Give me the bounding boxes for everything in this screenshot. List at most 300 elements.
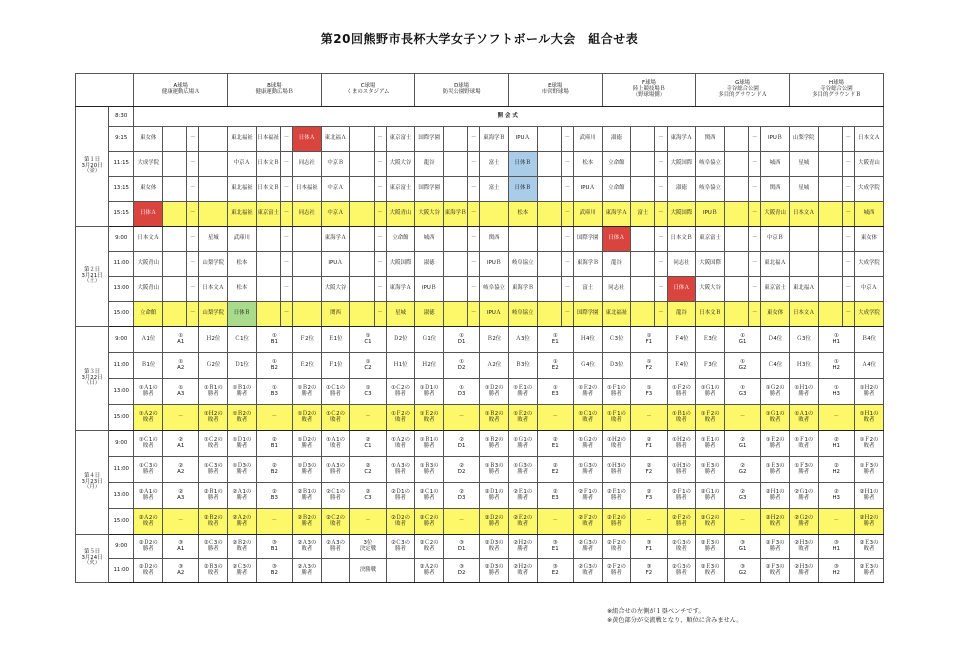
team-cell: 大阪青山 [386, 202, 415, 227]
team-cell: 松本 [228, 252, 257, 277]
team-cell: 日体Ａ [134, 202, 163, 227]
game-code: － [631, 509, 667, 535]
bracket-team-cell: ①Ｈ2の 敗者 [602, 431, 631, 457]
team-cell: IPUＡ [321, 252, 350, 277]
team-cell: 立命館 [386, 227, 415, 252]
bracket-team-cell: Ａ4位 [854, 353, 883, 379]
game-code: ② A1 [163, 431, 199, 457]
team-cell: － [561, 152, 573, 177]
bracket-team-cell: ②Ｆ1の 勝者 [667, 483, 696, 509]
team-cell: 東女体 [761, 302, 790, 327]
bracket-team-cell: ②Ｇ2の 敗者 [696, 509, 725, 535]
team-cell [537, 177, 561, 202]
bracket-team-cell: ①Ｅ2の 敗者 [415, 405, 444, 431]
team-cell: 国際学園 [415, 177, 444, 202]
game-code: ① D1 [443, 327, 479, 353]
bracket-team-cell: Ｇ2位 [199, 353, 228, 379]
bracket-team-cell: ②Ｈ3の 勝者 [789, 559, 818, 583]
team-cell: － [187, 127, 199, 152]
bracket-team-cell: ①Ｂ1の 勝者 [415, 431, 444, 457]
team-cell [537, 252, 561, 277]
team-cell [443, 277, 467, 302]
team-cell: IPUＡ [508, 127, 537, 152]
team-cell: 中京Ｂ [761, 227, 790, 252]
team-cell: 東北福Ａ [761, 252, 790, 277]
bracket-team-cell: ①Ｇ1の 敗者 [761, 405, 790, 431]
team-cell: 国際学園 [573, 302, 602, 327]
team-cell: 大成学院 [854, 252, 883, 277]
team-cell: 岐阜協立 [508, 302, 537, 327]
game-code: ② E3 [537, 483, 573, 509]
team-cell [163, 152, 187, 177]
team-cell [631, 252, 655, 277]
time-label: 15:15 [109, 202, 134, 227]
venue-header [508, 74, 602, 107]
team-cell: 松本 [508, 202, 537, 227]
time-label: 13:00 [109, 483, 134, 509]
team-cell [293, 252, 322, 277]
game-code: － [443, 405, 479, 431]
team-cell [350, 277, 374, 302]
bracket-team-cell: ②Ｅ3の 敗者 [854, 535, 883, 559]
team-cell: 中京Ａ [321, 202, 350, 227]
bracket-team-cell: ①Ｂ1の 勝者 [228, 379, 257, 405]
team-cell: 日体Ｂ [228, 302, 257, 327]
team-cell [293, 227, 322, 252]
team-cell: 中京Ａ [854, 277, 883, 302]
team-cell: 松本 [228, 277, 257, 302]
team-cell: － [280, 227, 292, 252]
team-cell: 淑徳 [415, 302, 444, 327]
game-code: － [537, 405, 573, 431]
game-code: ① H1 [818, 327, 854, 353]
team-cell [537, 202, 561, 227]
team-cell: － [187, 227, 199, 252]
team-cell: 大阪大谷 [321, 277, 350, 302]
venue-code: F球場 [641, 80, 656, 87]
team-cell [818, 227, 842, 252]
venue-code: G球場 [735, 80, 751, 87]
venue-header [134, 74, 228, 107]
team-cell: 同志社 [667, 252, 696, 277]
team-cell: 東海学Ａ [321, 227, 350, 252]
bracket-team-cell: ②Ｆ2の 敗者 [573, 509, 602, 535]
bracket-team-cell: ②Ａ1の 勝者 [228, 483, 257, 509]
bracket-team-cell: ②Ｄ1の 勝者 [386, 483, 415, 509]
time-label: 11:00 [109, 559, 134, 583]
team-cell [631, 227, 655, 252]
game-code: － [631, 405, 667, 431]
team-cell: － [561, 252, 573, 277]
header-corner [76, 74, 134, 107]
schedule-table [75, 73, 884, 583]
game-code: ① C3 [350, 379, 386, 405]
bracket-team-cell: ①Ｄ3の 勝者 [228, 457, 257, 483]
team-cell: 武庫川 [573, 202, 602, 227]
bracket-team-cell: ①Ｆ1の 敗者 [789, 431, 818, 457]
bracket-team-cell: ②Ｇ3の 勝者 [667, 559, 696, 583]
bracket-team-cell: ②Ｅ1の 勝者 [508, 483, 537, 509]
game-code: － [818, 405, 854, 431]
team-cell [818, 177, 842, 202]
game-code: ② D1 [443, 431, 479, 457]
venue-code: A球場 [173, 83, 188, 90]
team-cell [818, 127, 842, 152]
bracket-team-cell: ①Ｈ1の 敗者 [854, 405, 883, 431]
bracket-team-cell: ②Ｃ1の 勝者 [321, 483, 350, 509]
bracket-team-cell: ①Ｃ1の 勝者 [321, 379, 350, 405]
team-cell: 岐阜協立 [480, 277, 509, 302]
team-cell: 淑徳 [415, 252, 444, 277]
bracket-team-cell: ②Ｅ3の 勝者 [854, 559, 883, 583]
team-cell [199, 177, 228, 202]
team-cell: － [374, 202, 386, 227]
team-cell [256, 277, 280, 302]
team-cell: － [655, 177, 667, 202]
game-code: ① F1 [631, 327, 667, 353]
bracket-team-cell: Ｇ1位 [415, 327, 444, 353]
day-label-line: 第３日 [83, 368, 101, 375]
game-code: ② A2 [163, 457, 199, 483]
bracket-team-cell: Ｇ4位 [573, 353, 602, 379]
team-cell: 大阪大谷 [415, 202, 444, 227]
team-cell [537, 152, 561, 177]
team-cell: 大阪国際 [667, 152, 696, 177]
team-cell: 国際学園 [573, 227, 602, 252]
day-label [76, 535, 109, 583]
bracket-team-cell: Ｃ3位 [602, 327, 631, 353]
game-code: ② F1 [631, 431, 667, 457]
bracket-team-cell: Ｂ2位 [480, 327, 509, 353]
time-label: 9:00 [109, 431, 134, 457]
bracket-team-cell: Ｃ4位 [761, 353, 790, 379]
team-cell: IPUＡ [480, 302, 509, 327]
team-cell: 大阪国際 [386, 252, 415, 277]
team-cell: 日本文Ａ [789, 202, 818, 227]
team-cell: 国際学園 [415, 127, 444, 152]
time-label: 13:00 [109, 379, 134, 405]
team-cell: － [749, 177, 761, 202]
team-cell: 日本文Ａ [199, 277, 228, 302]
bracket-team-cell: ②Ｆ2の 勝者 [667, 509, 696, 535]
team-cell [443, 177, 467, 202]
opening-ceremony: 開会式 [134, 107, 884, 127]
team-cell: 大阪大谷 [696, 277, 725, 302]
team-cell [789, 252, 818, 277]
team-cell [631, 127, 655, 152]
bracket-team-cell: Ｆ3位 [696, 353, 725, 379]
bracket-team-cell: ①Ｇ1の 勝者 [508, 431, 537, 457]
team-cell: － [561, 127, 573, 152]
team-cell: 日本文Ｂ [667, 227, 696, 252]
team-cell [350, 127, 374, 152]
team-cell [789, 227, 818, 252]
team-cell: － [749, 152, 761, 177]
bracket-team-cell: ②Ｇ1の 勝者 [789, 483, 818, 509]
bracket-team-cell: ①Ａ2の 敗者 [134, 405, 163, 431]
team-cell [537, 227, 561, 252]
bracket-team-cell: ①Ｇ1の 勝者 [696, 379, 725, 405]
team-cell: － [468, 127, 480, 152]
team-cell: － [187, 202, 199, 227]
bracket-team-cell: ②Ａ3の 敗者 [293, 535, 322, 559]
bracket-team-cell: ②Ｇ3の 勝者 [573, 535, 602, 559]
team-cell: － [749, 227, 761, 252]
game-code: ① H2 [818, 353, 854, 379]
team-cell: 日体Ａ [667, 277, 696, 302]
team-cell: 東海学Ｂ [573, 252, 602, 277]
team-cell: 山梨学院 [199, 252, 228, 277]
team-cell [163, 202, 187, 227]
team-cell [163, 277, 187, 302]
bracket-team-cell: Ｂ1位 [134, 353, 163, 379]
team-cell [537, 127, 561, 152]
bracket-team-cell: ②Ａ2の 勝者 [415, 559, 444, 583]
game-code: ② B2 [256, 457, 292, 483]
bracket-team-cell: ①Ｈ2の 勝者 [667, 431, 696, 457]
bracket-team-cell: ②Ａ3の 勝者 [293, 559, 322, 583]
team-cell: 岐阜協立 [696, 177, 725, 202]
team-cell: 日本文Ｂ [256, 177, 280, 202]
team-cell: 富士 [573, 277, 602, 302]
bracket-team-cell: Ｆ1位 [321, 353, 350, 379]
bracket-team-cell: ①Ｃ2の 敗者 [199, 431, 228, 457]
day-label-line: （月） [83, 484, 101, 491]
team-cell [443, 252, 467, 277]
team-cell: 日体Ｂ [508, 152, 537, 177]
team-cell: 東女体 [134, 127, 163, 152]
game-code: ② C2 [350, 457, 386, 483]
game-code: ① C2 [350, 353, 386, 379]
team-cell: 東京富士 [386, 177, 415, 202]
team-cell: － [374, 227, 386, 252]
bracket-team-cell: ①Ｃ2の 勝者 [386, 379, 415, 405]
bracket-team-cell: ②Ｆ2の 敗者 [602, 535, 631, 559]
venue-name-sub: 多目的グラウンドＡ [718, 91, 767, 98]
team-cell: 東北福祉 [602, 302, 631, 327]
time-label: 11:00 [109, 252, 134, 277]
team-cell: 関西 [761, 177, 790, 202]
bracket-team-cell: ①Ｄ1の 勝者 [228, 431, 257, 457]
team-cell: － [468, 277, 480, 302]
game-code: ② F3 [631, 483, 667, 509]
game-code: ③ G1 [724, 535, 760, 559]
bracket-team-cell: ②Ｂ3の 敗者 [199, 559, 228, 583]
game-code: ① B2 [256, 353, 292, 379]
team-cell [631, 277, 655, 302]
venue-code: H球場 [829, 80, 844, 87]
team-cell [256, 252, 280, 277]
team-cell [480, 202, 509, 227]
team-cell: 東京富士 [386, 127, 415, 152]
venue-name: 陸上競技場Ｂ [632, 86, 666, 93]
game-code: ③ F1 [631, 535, 667, 559]
team-cell: 富士 [631, 202, 655, 227]
team-cell: 日体Ａ [602, 227, 631, 252]
bracket-team-cell: Ｆ2位 [293, 327, 322, 353]
team-cell [724, 277, 748, 302]
team-cell: 大阪青山 [134, 277, 163, 302]
team-cell [163, 252, 187, 277]
team-cell [163, 302, 187, 327]
bracket-team-cell: ①Ｆ3の 勝者 [854, 457, 883, 483]
team-cell: － [655, 152, 667, 177]
day-label-line: （火） [83, 560, 101, 567]
game-code: ③ E1 [537, 535, 573, 559]
team-cell: 星城 [199, 227, 228, 252]
day-label-line: 3月22日 [81, 374, 103, 381]
bracket-team-cell: ②Ｅ3の 敗者 [696, 559, 725, 583]
team-cell: 中京Ａ [321, 177, 350, 202]
day-label-line: 第５日 [83, 548, 101, 555]
bracket-team-cell: ②Ｃ2の 敗者 [415, 535, 444, 559]
team-cell: － [842, 152, 854, 177]
bracket-team-cell: ②Ｂ1の 勝者 [199, 483, 228, 509]
team-cell: 東海学Ａ [667, 127, 696, 152]
day-label [76, 227, 109, 327]
bracket-team-cell: ①Ｄ2の 敗者 [293, 405, 322, 431]
team-cell [818, 302, 842, 327]
team-cell: 龍谷 [667, 302, 696, 327]
team-cell: 大成学院 [854, 177, 883, 202]
game-code: ② G2 [724, 457, 760, 483]
team-cell: － [374, 252, 386, 277]
team-cell: 同志社 [293, 202, 322, 227]
team-cell: IPUＡ [573, 177, 602, 202]
game-code: ① D2 [443, 353, 479, 379]
team-cell: － [842, 202, 854, 227]
team-cell: 東海学Ａ [602, 202, 631, 227]
team-cell: 東北福祉 [228, 202, 257, 227]
day-label-line: 3月20日 [81, 162, 103, 169]
team-cell: － [187, 277, 199, 302]
team-cell: 龍谷 [602, 252, 631, 277]
game-code: ② F2 [631, 457, 667, 483]
bracket-team-cell: ②Ｇ2の 勝者 [789, 509, 818, 535]
bracket-team-cell: ②Ｆ1の 勝者 [573, 483, 602, 509]
venue-header [789, 74, 883, 107]
game-code: ① G3 [724, 379, 760, 405]
day-label [76, 327, 109, 431]
bracket-team-cell: ①Ｃ3の 勝者 [134, 457, 163, 483]
bracket-team-cell: Ｄ3位 [602, 353, 631, 379]
team-cell [443, 302, 467, 327]
bracket-team-cell: Ｈ2位 [415, 353, 444, 379]
venue-name-sub: 多目的グラウンドＢ [812, 91, 861, 98]
bracket-team-cell: ②Ｂ1の 勝者 [293, 483, 322, 509]
team-cell: 立命館 [602, 152, 631, 177]
bracket-team-cell: ②Ｈ2の 敗者 [761, 509, 790, 535]
day-label [76, 107, 109, 227]
game-code: ③ G2 [724, 559, 760, 583]
team-cell: － [468, 177, 480, 202]
game-code: ③ H2 [818, 559, 854, 583]
team-cell [818, 202, 842, 227]
team-cell [163, 227, 187, 252]
bracket-team-cell [321, 559, 350, 583]
bracket-team-cell: Ａ2位 [480, 353, 509, 379]
bracket-team-cell: ①Ｇ3の 勝者 [573, 457, 602, 483]
team-cell [443, 127, 467, 152]
bracket-team-cell: ①Ａ1の 勝者 [134, 379, 163, 405]
team-cell: － [561, 202, 573, 227]
bracket-team-cell: ①Ｃ1の 敗者 [573, 405, 602, 431]
bracket-team-cell: ②Ｃ2の 勝者 [415, 509, 444, 535]
bracket-team-cell: Ｅ4位 [667, 353, 696, 379]
bracket-team-cell: ①Ｆ2の 勝者 [667, 379, 696, 405]
time-label: 9:00 [109, 327, 134, 353]
venue-name: 健康運動広場Ｂ [255, 89, 294, 95]
team-cell: 東北福Ａ [789, 277, 818, 302]
day-label-line: 3月21日 [81, 272, 103, 279]
game-code: ② D3 [443, 483, 479, 509]
team-cell: 松本 [573, 152, 602, 177]
team-cell: 東女体 [854, 227, 883, 252]
venue-name: 防災公園野球場 [442, 89, 481, 95]
team-cell: 富士 [480, 152, 509, 177]
team-cell: 立命館 [602, 177, 631, 202]
game-code: ① D3 [443, 379, 479, 405]
team-cell: － [749, 252, 761, 277]
game-code: 決勝戦 [350, 559, 386, 583]
game-code: ① C1 [350, 327, 386, 353]
bracket-team-cell: ①Ｅ2の 敗者 [508, 405, 537, 431]
bracket-team-cell: ②Ｄ2の 勝者 [134, 535, 163, 559]
team-cell: 同志社 [602, 277, 631, 302]
bracket-team-cell: ②Ｄ2の 敗者 [386, 509, 415, 535]
bracket-team-cell: Ｈ3位 [789, 353, 818, 379]
team-cell: 中京Ａ [228, 152, 257, 177]
venue-name: 市営野球場 [541, 89, 569, 95]
team-cell: － [655, 227, 667, 252]
venue-name: 健康運動広場Ａ [161, 89, 200, 95]
game-code: － [163, 509, 199, 535]
team-cell [537, 302, 561, 327]
team-cell: 中京Ｂ [321, 152, 350, 177]
game-code: ② G1 [724, 431, 760, 457]
bracket-team-cell: ①Ｂ2の 敗者 [480, 405, 509, 431]
bracket-team-cell: ①Ｅ1の 勝者 [508, 379, 537, 405]
team-cell: － [187, 302, 199, 327]
team-cell: 日本福祉 [293, 177, 322, 202]
bracket-team-cell: ②Ｈ2の 敗者 [508, 559, 537, 583]
game-code: ③ E2 [537, 559, 573, 583]
team-cell: － [374, 177, 386, 202]
bracket-team-cell: Ａ3位 [508, 327, 537, 353]
team-cell [350, 302, 374, 327]
team-cell: － [655, 277, 667, 302]
game-code: ② C1 [350, 431, 386, 457]
game-code: ② E1 [537, 431, 573, 457]
venue-header [415, 74, 509, 107]
bracket-team-cell: Ｇ3位 [789, 327, 818, 353]
bracket-team-cell: ①Ｄ1の 勝者 [415, 379, 444, 405]
game-code: － [818, 509, 854, 535]
team-cell: － [187, 152, 199, 177]
team-cell: － [561, 177, 573, 202]
bracket-team-cell: ①Ｈ2の 勝者 [854, 379, 883, 405]
team-cell [508, 227, 537, 252]
team-cell: － [280, 152, 292, 177]
bracket-team-cell: Ｈ4位 [573, 327, 602, 353]
team-cell [350, 177, 374, 202]
team-cell: － [655, 252, 667, 277]
time-label: 15:00 [109, 405, 134, 431]
team-cell [199, 127, 228, 152]
game-code: ① E3 [537, 379, 573, 405]
game-code: ① E1 [537, 327, 573, 353]
team-cell: IPUＢ [696, 202, 725, 227]
